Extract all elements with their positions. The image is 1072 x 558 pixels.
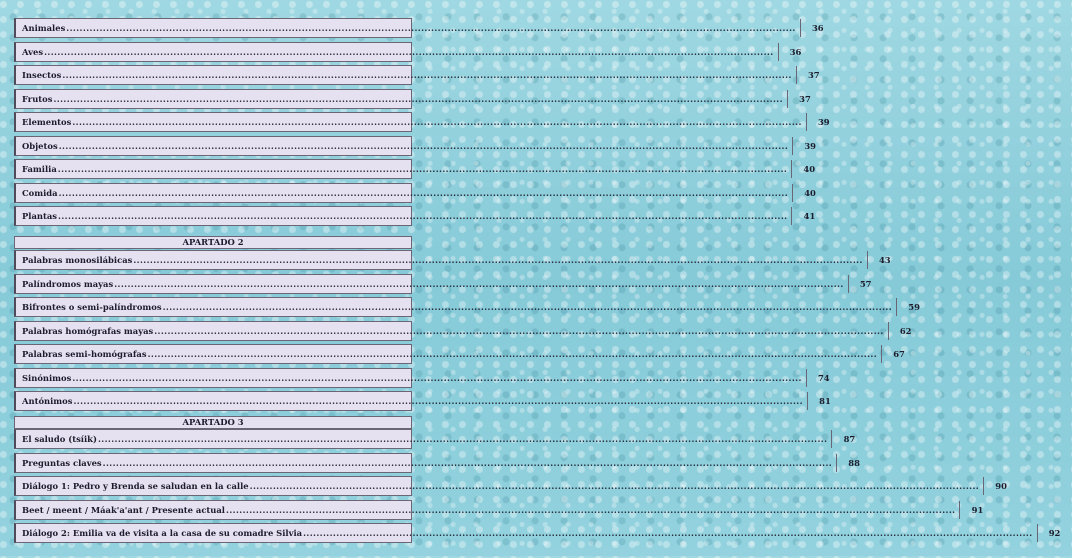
toc-entry-title: Beet / meent / Máak'a'ant / Presente actual <box>22 504 225 515</box>
toc-entry-page: 40 <box>792 184 827 202</box>
toc-entry-page: 59 <box>896 298 931 316</box>
toc-entry-title: Animales <box>22 23 66 33</box>
toc-entry[interactable] <box>14 391 831 411</box>
toc-entry[interactable] <box>14 476 1007 496</box>
toc-entry-page: 74 <box>806 369 841 387</box>
table-of-contents <box>14 18 1061 558</box>
toc-entry[interactable] <box>14 206 816 226</box>
toc-entry-page: 90 <box>983 477 1018 495</box>
toc-entry-title: Plantas <box>22 211 58 221</box>
dot-leader: ............................................................................................................................................................................................................................ <box>66 23 796 33</box>
toc-entry[interactable] <box>14 429 856 449</box>
toc-entry[interactable] <box>14 523 1061 543</box>
dot-leader: ............................................................................................................................................................................................................................ <box>102 457 833 468</box>
toc-entry-title: Familia <box>22 164 57 174</box>
toc-entry[interactable] <box>14 183 816 203</box>
dot-leader: ............................................................................................................................................................................................................................ <box>249 481 980 491</box>
toc-entry-title: Preguntas claves <box>22 457 102 468</box>
section-heading: APARTADO 3 <box>14 416 412 429</box>
toc-entry-page: 41 <box>791 207 826 225</box>
dot-leader: ............................................................................................................................................................................................................................ <box>154 325 884 336</box>
toc-entry-page: 43 <box>867 251 902 269</box>
toc-entry-title: Palíndromos mayas <box>22 278 114 289</box>
toc-entry[interactable] <box>14 344 905 364</box>
dot-leader: ............................................................................................................................................................................................................................ <box>58 211 788 221</box>
dot-leader: ............................................................................................................................................................................................................................ <box>114 278 844 289</box>
toc-entry-page: 39 <box>792 137 827 155</box>
toc-entry[interactable] <box>14 89 811 109</box>
toc-entry-title: Palabras semi-homógrafas <box>22 349 147 359</box>
toc-entry-title: Palabras homógrafas mayas <box>22 325 154 336</box>
toc-entry[interactable] <box>14 297 920 317</box>
dot-leader: ............................................................................................................................................................................................................................ <box>58 140 789 151</box>
toc-entry-page: 62 <box>888 322 923 340</box>
toc-entry-page: 81 <box>807 392 842 410</box>
dot-leader: ............................................................................................................................................................................................................................ <box>57 164 788 174</box>
dot-leader: ............................................................................................................................................................................................................................ <box>97 434 828 444</box>
dot-leader: ............................................................................................................................................................................................................................ <box>44 46 774 57</box>
dot-leader: ............................................................................................................................................................................................................................ <box>226 504 956 515</box>
toc-entry-page: 67 <box>881 345 916 363</box>
toc-entry-title: Antónimos <box>22 396 73 406</box>
toc-entry[interactable] <box>14 368 830 388</box>
toc-entry-title: Sinónimos <box>22 372 72 383</box>
toc-entry[interactable] <box>14 321 912 341</box>
toc-entry[interactable] <box>14 250 891 270</box>
toc-entry-title: Objetos <box>22 140 58 151</box>
dot-leader: ............................................................................................................................................................................................................................ <box>303 528 1033 538</box>
dot-leader: ............................................................................................................................................................................................................................ <box>73 396 803 406</box>
toc-entry-title: Bifrontes o semi-palíndromos <box>22 302 162 312</box>
toc-entry[interactable] <box>14 112 830 132</box>
toc-entry-page: 39 <box>806 113 841 131</box>
dot-leader: ............................................................................................................................................................................................................................ <box>53 93 783 104</box>
dot-leader: ............................................................................................................................................................................................................................ <box>133 255 863 265</box>
toc-entry-title: Frutos <box>22 93 53 104</box>
toc-entry-title: Diálogo 1: Pedro y Brenda se saludan en la calle <box>22 481 249 491</box>
toc-entry[interactable] <box>14 18 824 38</box>
toc-entry-page: 36 <box>778 43 813 61</box>
toc-entry-page: 92 <box>1037 524 1072 542</box>
section-heading: APARTADO 2 <box>14 236 412 249</box>
toc-entry-title: El saludo (tsíik) <box>22 434 97 444</box>
toc-entry[interactable] <box>14 65 820 85</box>
dot-leader: ............................................................................................................................................................................................................................ <box>72 117 802 127</box>
toc-entry-page: 91 <box>959 501 994 519</box>
dot-leader: ............................................................................................................................................................................................................................ <box>72 372 802 383</box>
toc-entry-page: 36 <box>800 19 835 37</box>
toc-entry-page: 57 <box>848 275 883 293</box>
toc-entry[interactable] <box>14 274 872 294</box>
toc-entry[interactable] <box>14 136 816 156</box>
toc-entry-title: Diálogo 2: Emilia va de visita a la casa de su comadre Silvia <box>22 528 303 538</box>
dot-leader: ............................................................................................................................................................................................................................ <box>62 70 792 80</box>
toc-entry[interactable] <box>14 159 816 179</box>
dot-leader: ............................................................................................................................................................................................................................ <box>147 349 878 359</box>
dot-leader: ............................................................................................................................................................................................................................ <box>162 302 893 312</box>
toc-entry-title: Aves <box>22 46 44 57</box>
dot-leader: ............................................................................................................................................................................................................................ <box>58 187 789 198</box>
toc-entry-page: 88 <box>836 454 871 472</box>
toc-entry-page: 87 <box>831 430 866 448</box>
toc-entry-title: Comida <box>22 187 58 198</box>
toc-entry-title: Elementos <box>22 117 72 127</box>
toc-entry-title: Insectos <box>22 70 62 80</box>
toc-entry-page: 37 <box>787 90 822 108</box>
toc-entry[interactable] <box>14 500 984 520</box>
toc-entry-page: 37 <box>796 66 831 84</box>
toc-entry-title: Palabras monosilábicas <box>22 255 133 265</box>
toc-entry-page: 40 <box>791 160 826 178</box>
toc-entry[interactable] <box>14 42 802 62</box>
toc-entry[interactable] <box>14 453 860 473</box>
